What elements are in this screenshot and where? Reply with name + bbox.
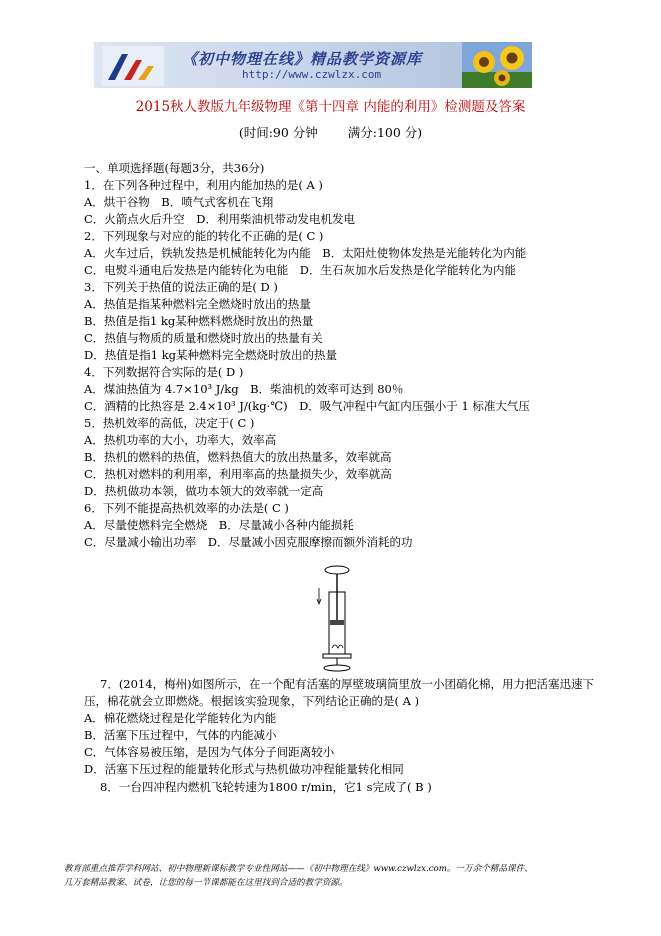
option-line: A．火车过后，铁轨发热是机械能转化为内能 B．太阳灶使物体发热是光能转化为内能 xyxy=(84,246,527,260)
question-line-continued: 压，棉花就会立即燃烧。根据该实验现象，下列结论正确的是( A ) xyxy=(84,694,420,708)
document-title: 2015秋人教版九年级物理《第十四章 内能的利用》检测题及答案 xyxy=(135,99,526,115)
footer-line-1: 教育部重点推荐学科网站、初中物理新课标教学专业性网站——《初中物理在线》www.czwlzx.com。一万余个精品课件、 xyxy=(64,864,533,874)
piston-cylinder-figure xyxy=(315,562,360,674)
option-line: A．棉花燃烧过程是化学能转化为内能 xyxy=(84,711,277,725)
question-line: 1．在下列各种过程中，利用内能加热的是( A ) xyxy=(84,178,323,192)
option-line: A．煤油热值为 4.7×10³ J/kg B．柴油机的效率可达到 80％ xyxy=(84,382,404,396)
option-line: C．电熨斗通电后发热是内能转化为电能 D．生石灰加水后发热是化学能转化为内能 xyxy=(84,263,517,277)
question-line: 7．(2014，梅州)如图所示，在一个配有活塞的厚壁玻璃筒里放一小团硝化棉，用力把活塞迅速下 xyxy=(100,677,595,691)
option-line: D．热机做功本领，做功本领大的效率就一定高 xyxy=(84,484,324,498)
header-banner xyxy=(94,42,532,88)
option-line: C．气体容易被压缩，是因为气体分子间距离较小 xyxy=(84,745,335,759)
exam-score: 满分:100 分) xyxy=(347,125,423,140)
option-line: B．活塞下压过程中，气体的内能减小 xyxy=(84,728,277,742)
banner-url[interactable]: http://www.czwlzx.com xyxy=(242,68,382,81)
question-line: 8．一台四冲程内燃机飞轮转速为1800 r/min，它1 s完成了( B ) xyxy=(100,780,432,794)
page-footer xyxy=(64,862,604,890)
option-line: C．尽量减小输出功率 D．尽量减小因克服摩擦而额外消耗的功 xyxy=(84,535,413,549)
option-line: C．酒精的比热容是 2.4×10³ J/(kg·℃) D．吸气冲程中气缸内压强小于 1 标准大气压 xyxy=(84,399,530,413)
option-line: D．活塞下压过程的能量转化形式与热机做功冲程能量转化相同 xyxy=(84,762,404,776)
option-line: C．热值与物质的质量和燃烧时放出的热量有关 xyxy=(84,331,323,345)
question-line: 3．下列关于热值的说法正确的是( D ) xyxy=(84,280,278,294)
question-line: 2．下列现象与对应的能的转化不正确的是( C ) xyxy=(84,229,324,243)
exam-time: (时间:90 分钟 xyxy=(238,125,318,140)
footer-line-2: 几万套精品教案、试卷，让您的每一节课都能在这里找到合适的教学资源。 xyxy=(64,878,348,888)
option-line: B．热机的燃料的热值，燃料热值大的放出热量多，效率就高 xyxy=(84,450,392,464)
option-line: C．火箭点火后升空 D．利用柴油机带动发电机发电 xyxy=(84,212,356,226)
document-subtitle xyxy=(0,123,661,141)
option-line: A．烘干谷物 B．喷气式客机在飞翔 xyxy=(84,195,274,209)
question-line: 5．热机效率的高低，决定于( C ) xyxy=(84,416,255,430)
option-line: A．尽量使燃料完全燃烧 B．尽量减小各种内能损耗 xyxy=(84,518,354,532)
banner-title: 《初中物理在线》精品教学资源库 xyxy=(182,50,423,68)
option-line: D．热值是指1 kg某种燃料完全燃烧时放出的热量 xyxy=(84,348,338,362)
site-logo xyxy=(102,46,164,86)
section-heading: 一、单项选择题(每题3分，共36分) xyxy=(84,161,265,175)
option-line: C．热机对燃料的利用率，利用率高的热量损失少，效率就高 xyxy=(84,467,392,481)
option-line: A．热值是指某种燃料完全燃烧时放出的热量 xyxy=(84,297,311,311)
question-line: 4．下列数据符合实际的是( D ) xyxy=(84,365,244,379)
sunflower-image xyxy=(462,42,532,88)
option-line: B．热值是指1 kg某种燃料燃烧时放出的热量 xyxy=(84,314,314,328)
question-line: 6．下列不能提高热机效率的办法是( C ) xyxy=(84,501,289,515)
option-line: A．热机功率的大小，功率大，效率高 xyxy=(84,433,277,447)
